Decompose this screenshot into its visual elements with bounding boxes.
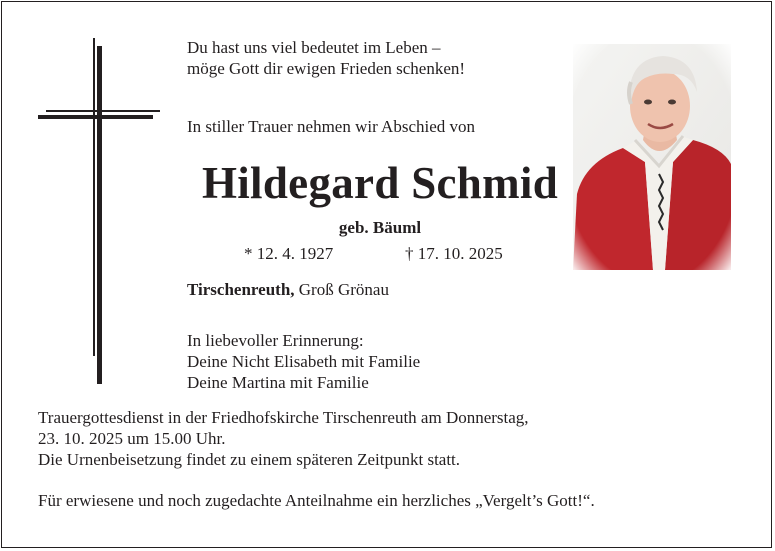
place bbox=[187, 279, 389, 300]
memory-line: Deine Nicht Elisabeth mit Familie bbox=[187, 352, 421, 371]
birth-name: geb. Bäuml bbox=[338, 218, 422, 237]
intro-text: In stiller Trauer nehmen wir Abschied von bbox=[187, 117, 476, 136]
service-line: 23. 10. 2025 um 15.00 Uhr. bbox=[38, 429, 226, 448]
thanks-text: Für erwiesene und noch zugedachte Anteilnahme ein herzliches „Vergelt’s Gott!“. bbox=[38, 491, 595, 510]
cross-icon bbox=[36, 38, 162, 386]
verse-line: Du hast uns viel bedeutet im Leben – bbox=[187, 38, 441, 57]
portrait-photo bbox=[573, 44, 731, 270]
birth-date: * 12. 4. 1927 bbox=[244, 244, 334, 263]
deceased-name: Hildegard Schmid bbox=[201, 158, 559, 208]
service-line: Die Urnenbeisetzung findet zu einem späteren Zeitpunkt statt. bbox=[38, 450, 461, 469]
place-main: Tirschenreuth, bbox=[187, 280, 295, 299]
verse-line: möge Gott dir ewigen Frieden schenken! bbox=[187, 59, 466, 78]
memory-line: Deine Martina mit Familie bbox=[187, 373, 369, 392]
death-date: † 17. 10. 2025 bbox=[405, 244, 503, 263]
memory-block bbox=[187, 330, 420, 393]
memory-line: In liebevoller Erinnerung: bbox=[187, 331, 364, 350]
service-block bbox=[38, 407, 529, 470]
service-line: Trauergottesdienst in der Friedhofskirche Tirschenreuth am Donnerstag, bbox=[38, 408, 529, 427]
verse bbox=[187, 37, 465, 79]
place-sub: Groß Grönau bbox=[298, 280, 389, 299]
